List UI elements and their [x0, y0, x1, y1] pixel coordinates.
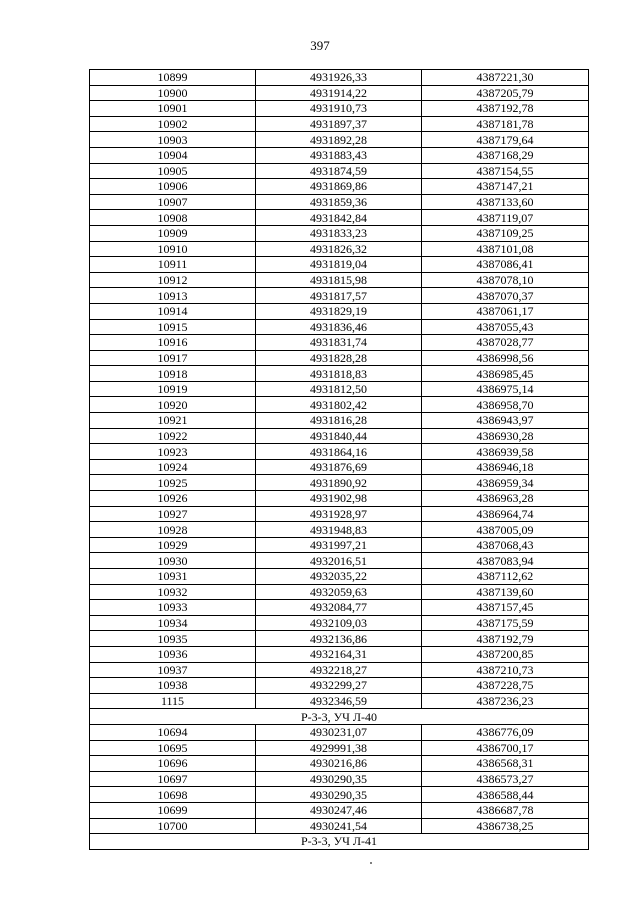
x-coordinate-cell: 4931910,73 — [256, 101, 422, 117]
x-coordinate-cell: 4931828,28 — [256, 350, 422, 366]
x-coordinate-cell: 4931802,42 — [256, 397, 422, 413]
table-row — [90, 428, 589, 444]
y-coordinate-cell: 4387181,78 — [422, 116, 589, 132]
table-row — [90, 584, 589, 600]
point-number-cell: 10910 — [90, 241, 256, 257]
x-coordinate-cell: 4932164,31 — [256, 646, 422, 662]
y-coordinate-cell: 4386930,28 — [422, 428, 589, 444]
table-row — [90, 537, 589, 553]
x-coordinate-cell: 4932218,27 — [256, 662, 422, 678]
point-number-cell: 10919 — [90, 381, 256, 397]
y-coordinate-cell: 4386687,78 — [422, 802, 589, 818]
y-coordinate-cell: 4387168,29 — [422, 147, 589, 163]
y-coordinate-cell: 4387061,17 — [422, 303, 589, 319]
table-row — [90, 257, 589, 273]
point-number-cell: 10914 — [90, 303, 256, 319]
table-row — [90, 350, 589, 366]
y-coordinate-cell: 4387192,79 — [422, 631, 589, 647]
x-coordinate-cell: 4931812,50 — [256, 381, 422, 397]
table-row — [90, 506, 589, 522]
y-coordinate-cell: 4387221,30 — [422, 70, 589, 86]
y-coordinate-cell: 4387083,94 — [422, 553, 589, 569]
y-coordinate-cell: 4387078,10 — [422, 272, 589, 288]
y-coordinate-cell: 4387154,55 — [422, 163, 589, 179]
point-number-cell: 10695 — [90, 740, 256, 756]
table-row — [90, 693, 589, 709]
x-coordinate-cell: 4931833,23 — [256, 225, 422, 241]
point-number-cell: 10915 — [90, 319, 256, 335]
stray-mark — [370, 862, 372, 864]
table-row — [90, 319, 589, 335]
section-header: Р-3-3, УЧ Л-41 — [90, 834, 589, 850]
point-number-cell: 10907 — [90, 194, 256, 210]
point-number-cell: 10926 — [90, 491, 256, 507]
table-row — [90, 381, 589, 397]
x-coordinate-cell: 4930216,86 — [256, 756, 422, 772]
y-coordinate-cell: 4387119,07 — [422, 210, 589, 226]
point-number-cell: 10933 — [90, 600, 256, 616]
x-coordinate-cell: 4931836,46 — [256, 319, 422, 335]
y-coordinate-cell: 4387109,25 — [422, 225, 589, 241]
table-row — [90, 335, 589, 351]
y-coordinate-cell: 4387192,78 — [422, 101, 589, 117]
x-coordinate-cell: 4931928,97 — [256, 506, 422, 522]
point-number-cell: 10694 — [90, 724, 256, 740]
x-coordinate-cell: 4931876,69 — [256, 459, 422, 475]
x-coordinate-cell: 4931926,33 — [256, 70, 422, 86]
y-coordinate-cell: 4387157,45 — [422, 600, 589, 616]
table-row — [90, 724, 589, 740]
y-coordinate-cell: 4387139,60 — [422, 584, 589, 600]
table-row — [90, 475, 589, 491]
point-number-cell: 10905 — [90, 163, 256, 179]
point-number-cell: 10699 — [90, 802, 256, 818]
point-number-cell: 10698 — [90, 787, 256, 803]
table-row — [90, 116, 589, 132]
table-row — [90, 147, 589, 163]
x-coordinate-cell: 4931883,43 — [256, 147, 422, 163]
x-coordinate-cell: 4931816,28 — [256, 413, 422, 429]
x-coordinate-cell: 4930241,54 — [256, 818, 422, 834]
x-coordinate-cell: 4931818,83 — [256, 366, 422, 382]
table-row — [90, 600, 589, 616]
table-row — [90, 740, 589, 756]
x-coordinate-cell: 4930231,07 — [256, 724, 422, 740]
y-coordinate-cell: 4387101,08 — [422, 241, 589, 257]
point-number-cell: 10901 — [90, 101, 256, 117]
table-row — [90, 444, 589, 460]
table-row — [90, 459, 589, 475]
y-coordinate-cell: 4387210,73 — [422, 662, 589, 678]
point-number-cell: 10916 — [90, 335, 256, 351]
x-coordinate-cell: 4931815,98 — [256, 272, 422, 288]
table-row — [90, 569, 589, 585]
point-number-cell: 10927 — [90, 506, 256, 522]
y-coordinate-cell: 4386946,18 — [422, 459, 589, 475]
table-row — [90, 491, 589, 507]
y-coordinate-cell: 4386939,58 — [422, 444, 589, 460]
point-number-cell: 10935 — [90, 631, 256, 647]
table-row — [90, 132, 589, 148]
point-number-cell: 10918 — [90, 366, 256, 382]
y-coordinate-cell: 4386963,28 — [422, 491, 589, 507]
point-number-cell: 10930 — [90, 553, 256, 569]
point-number-cell: 10912 — [90, 272, 256, 288]
x-coordinate-cell: 4930247,46 — [256, 802, 422, 818]
y-coordinate-cell: 4386959,34 — [422, 475, 589, 491]
x-coordinate-cell: 4932059,63 — [256, 584, 422, 600]
table-row — [90, 272, 589, 288]
table-row — [90, 802, 589, 818]
point-number-cell: 10920 — [90, 397, 256, 413]
y-coordinate-cell: 4387179,64 — [422, 132, 589, 148]
x-coordinate-cell: 4931842,84 — [256, 210, 422, 226]
x-coordinate-cell: 4931948,83 — [256, 522, 422, 538]
table-row — [90, 179, 589, 195]
table-row — [90, 662, 589, 678]
table-row — [90, 303, 589, 319]
x-coordinate-cell: 4931914,22 — [256, 85, 422, 101]
x-coordinate-cell: 4929991,38 — [256, 740, 422, 756]
y-coordinate-cell: 4386588,44 — [422, 787, 589, 803]
y-coordinate-cell: 4387068,43 — [422, 537, 589, 553]
y-coordinate-cell: 4386573,27 — [422, 771, 589, 787]
point-number-cell: 10923 — [90, 444, 256, 460]
table-row — [90, 288, 589, 304]
point-number-cell: 10929 — [90, 537, 256, 553]
table-row — [90, 615, 589, 631]
coordinates-table-body — [90, 70, 589, 850]
x-coordinate-cell: 4931831,74 — [256, 335, 422, 351]
point-number-cell: 10922 — [90, 428, 256, 444]
y-coordinate-cell: 4386776,09 — [422, 724, 589, 740]
table-row — [90, 225, 589, 241]
x-coordinate-cell: 4931859,36 — [256, 194, 422, 210]
x-coordinate-cell: 4931817,57 — [256, 288, 422, 304]
y-coordinate-cell: 4387205,79 — [422, 85, 589, 101]
point-number-cell: 10924 — [90, 459, 256, 475]
x-coordinate-cell: 4932084,77 — [256, 600, 422, 616]
coordinates-table — [89, 69, 589, 850]
point-number-cell: 10928 — [90, 522, 256, 538]
table-row — [90, 631, 589, 647]
x-coordinate-cell: 4931864,16 — [256, 444, 422, 460]
point-number-cell: 10903 — [90, 132, 256, 148]
point-number-cell: 10697 — [90, 771, 256, 787]
point-number-cell: 10938 — [90, 678, 256, 694]
point-number-cell: 10700 — [90, 818, 256, 834]
point-number-cell: 10900 — [90, 85, 256, 101]
x-coordinate-cell: 4931869,86 — [256, 179, 422, 195]
y-coordinate-cell: 4386964,74 — [422, 506, 589, 522]
point-number-cell: 10902 — [90, 116, 256, 132]
x-coordinate-cell: 4931897,37 — [256, 116, 422, 132]
table-row — [90, 756, 589, 772]
point-number-cell: 10908 — [90, 210, 256, 226]
x-coordinate-cell: 4932299,27 — [256, 678, 422, 694]
table-row — [90, 522, 589, 538]
table-row — [90, 397, 589, 413]
table-row — [90, 70, 589, 86]
y-coordinate-cell: 4386568,31 — [422, 756, 589, 772]
x-coordinate-cell: 4931902,98 — [256, 491, 422, 507]
y-coordinate-cell: 4387228,75 — [422, 678, 589, 694]
x-coordinate-cell: 4932016,51 — [256, 553, 422, 569]
y-coordinate-cell: 4386958,70 — [422, 397, 589, 413]
point-number-cell: 10911 — [90, 257, 256, 273]
y-coordinate-cell: 4386738,25 — [422, 818, 589, 834]
point-number-cell: 10934 — [90, 615, 256, 631]
table-row — [90, 163, 589, 179]
y-coordinate-cell: 4387086,41 — [422, 257, 589, 273]
point-number-cell: 10904 — [90, 147, 256, 163]
x-coordinate-cell: 4932136,86 — [256, 631, 422, 647]
x-coordinate-cell: 4932035,22 — [256, 569, 422, 585]
y-coordinate-cell: 4387236,23 — [422, 693, 589, 709]
y-coordinate-cell: 4386700,17 — [422, 740, 589, 756]
y-coordinate-cell: 4386998,56 — [422, 350, 589, 366]
section-header-row — [90, 709, 589, 725]
x-coordinate-cell: 4930290,35 — [256, 771, 422, 787]
point-number-cell: 10936 — [90, 646, 256, 662]
table-row — [90, 818, 589, 834]
point-number-cell: 10937 — [90, 662, 256, 678]
x-coordinate-cell: 4930290,35 — [256, 787, 422, 803]
table-row — [90, 366, 589, 382]
x-coordinate-cell: 4931892,28 — [256, 132, 422, 148]
table-row — [90, 101, 589, 117]
x-coordinate-cell: 4932346,59 — [256, 693, 422, 709]
point-number-cell: 10931 — [90, 569, 256, 585]
y-coordinate-cell: 4387175,59 — [422, 615, 589, 631]
table-row — [90, 210, 589, 226]
y-coordinate-cell: 4386943,97 — [422, 413, 589, 429]
table-row — [90, 241, 589, 257]
point-number-cell: 10906 — [90, 179, 256, 195]
section-header: Р-3-3, УЧ Л-40 — [90, 709, 589, 725]
point-number-cell: 10913 — [90, 288, 256, 304]
y-coordinate-cell: 4387005,09 — [422, 522, 589, 538]
table-row — [90, 85, 589, 101]
table-row — [90, 194, 589, 210]
point-number-cell: 10899 — [90, 70, 256, 86]
y-coordinate-cell: 4387070,37 — [422, 288, 589, 304]
point-number-cell: 10696 — [90, 756, 256, 772]
table-row — [90, 553, 589, 569]
y-coordinate-cell: 4387112,62 — [422, 569, 589, 585]
point-number-cell: 10925 — [90, 475, 256, 491]
table-row — [90, 771, 589, 787]
point-number-cell: 1115 — [90, 693, 256, 709]
x-coordinate-cell: 4931819,04 — [256, 257, 422, 273]
table-row — [90, 646, 589, 662]
point-number-cell: 10921 — [90, 413, 256, 429]
x-coordinate-cell: 4931840,44 — [256, 428, 422, 444]
x-coordinate-cell: 4931997,21 — [256, 537, 422, 553]
point-number-cell: 10932 — [90, 584, 256, 600]
y-coordinate-cell: 4387055,43 — [422, 319, 589, 335]
x-coordinate-cell: 4932109,03 — [256, 615, 422, 631]
x-coordinate-cell: 4931890,92 — [256, 475, 422, 491]
section-header-row — [90, 834, 589, 850]
table-row — [90, 413, 589, 429]
y-coordinate-cell: 4387147,21 — [422, 179, 589, 195]
y-coordinate-cell: 4387200,85 — [422, 646, 589, 662]
y-coordinate-cell: 4386985,45 — [422, 366, 589, 382]
y-coordinate-cell: 4387028,77 — [422, 335, 589, 351]
y-coordinate-cell: 4386975,14 — [422, 381, 589, 397]
point-number-cell: 10909 — [90, 225, 256, 241]
page-number: 397 — [310, 38, 330, 53]
x-coordinate-cell: 4931826,32 — [256, 241, 422, 257]
y-coordinate-cell: 4387133,60 — [422, 194, 589, 210]
table-row — [90, 678, 589, 694]
x-coordinate-cell: 4931874,59 — [256, 163, 422, 179]
table-row — [90, 787, 589, 803]
point-number-cell: 10917 — [90, 350, 256, 366]
x-coordinate-cell: 4931829,19 — [256, 303, 422, 319]
